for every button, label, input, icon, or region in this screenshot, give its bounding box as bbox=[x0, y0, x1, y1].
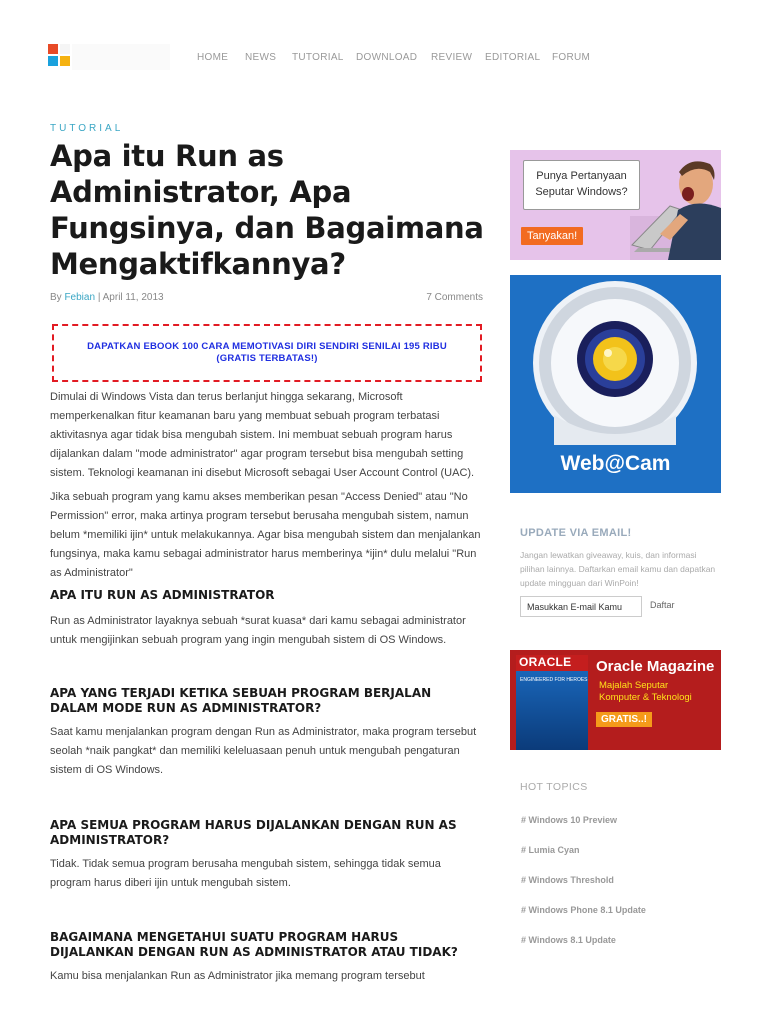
ebook-promo-banner[interactable] bbox=[52, 324, 482, 382]
shouting-man-icon bbox=[630, 150, 721, 260]
nav-home[interactable]: HOME bbox=[197, 52, 229, 63]
heading-what-happens: APA YANG TERJADI KETIKA SEBUAH PROGRAM BERJALAN DALAM MODE RUN AS ADMINISTRATOR? bbox=[50, 686, 432, 715]
magazine-cover-subtitle: ENGINEERED FOR HEROES bbox=[520, 677, 588, 683]
ad-ask-question[interactable] bbox=[510, 150, 721, 260]
oracle-tagline-line1: Majalah Seputar bbox=[599, 680, 669, 691]
paragraph-how-to-know: Kamu bisa menjalankan Run as Administrator jika memang program tersebut bbox=[50, 970, 425, 982]
logo-square-blue bbox=[48, 56, 58, 66]
webcam-icon bbox=[510, 275, 721, 445]
promo-text[interactable]: DAPATKAN EBOOK 100 CARA MEMOTIVASI DIRI SENDIRI SENILAI 195 RIBU (GRATIS TERBATAS!) bbox=[87, 341, 447, 364]
oracle-brand: ORACLE bbox=[516, 655, 588, 671]
ad-webcam[interactable] bbox=[510, 275, 721, 493]
article-byline bbox=[50, 292, 164, 303]
hot-topic-link[interactable]: # Lumia Cyan bbox=[521, 845, 580, 855]
hot-topic-link[interactable]: # Windows Threshold bbox=[521, 875, 614, 885]
ad-question-line1: Punya Pertanyaan bbox=[536, 170, 627, 182]
logo-square-red bbox=[48, 44, 58, 54]
nav-news[interactable]: NEWS bbox=[245, 52, 277, 63]
magazine-cover bbox=[516, 655, 588, 750]
nav-forum[interactable]: FORUM bbox=[552, 52, 591, 63]
logo-square-yellow bbox=[60, 56, 70, 66]
oracle-tagline-line2: Komputer & Teknologi bbox=[599, 692, 692, 703]
hot-topic-link[interactable]: # Windows Phone 8.1 Update bbox=[521, 905, 646, 915]
heading-how-to-know: BAGAIMANA MENGETAHUI SUATU PROGRAM HARUS DIJALANKAN DENGAN RUN AS ADMINISTRATOR ATAU TIDAK? bbox=[50, 930, 458, 959]
author-link[interactable]: Febian bbox=[64, 292, 96, 303]
byline-by: By bbox=[50, 292, 62, 303]
ad-oracle-magazine[interactable] bbox=[510, 650, 721, 750]
oracle-tagline bbox=[599, 680, 692, 704]
paragraph-access-denied: Jika sebuah program yang kamu akses memberikan pesan "Access Denied" atau "No Permission" error, maka artinya program tersebut berusaha mengubah sistem, namun belum *memiliki ijin* untuk melakukannya. Agar bisa mengubah sistem dan menjalankan fungsinya, maka kamu sebagai administrator harus memberinya *ijin* dulu melalui "Run as Administrator" bbox=[50, 491, 481, 579]
oracle-free-button[interactable]: GRATIS..! bbox=[596, 712, 652, 727]
ad-question-line2: Seputar Windows? bbox=[535, 186, 628, 198]
paragraph-what-happens: Saat kamu menjalankan program dengan Run as Administrator, maka program tersebut seolah *naik pangkat* dan memiliki keleluasaan penuh untuk mengubah pengaturan sistem di OS Windows. bbox=[50, 726, 477, 776]
heading-all-programs: APA SEMUA PROGRAM HARUS DIJALANKAN DENGAN RUN AS ADMINISTRATOR? bbox=[50, 818, 457, 847]
comments-link[interactable]: 7 Comments bbox=[426, 292, 483, 303]
nav-tutorial[interactable]: TUTORIAL bbox=[292, 52, 344, 63]
nav-editorial[interactable]: EDITORIAL bbox=[485, 52, 541, 63]
webcam-caption: Web@Cam bbox=[560, 452, 671, 475]
logo-wordmark-area bbox=[72, 44, 170, 70]
nav-review[interactable]: REVIEW bbox=[431, 52, 473, 63]
site-logo[interactable] bbox=[48, 44, 70, 66]
paragraph-all-programs: Tidak. Tidak semua program berusaha mengubah sistem, sehingga tidak semua program harus diberi ijin untuk mengubah sistem. bbox=[50, 858, 441, 889]
paragraph-intro: Dimulai di Windows Vista dan terus berlanjut hingga sekarang, Microsoft memperkenalkan fitur keamanan baru yang membuat sebuah program terbatasi aktivitasnya agar tidak bisa mengubah sistem. Ini membuat sebuah program harus dijalankan dalam "mode administrator" agar program tersebut bisa mengubah setting sistem. Teknologi keamanan ini disebut Microsoft sebagai User Account Control (UAC). bbox=[50, 391, 475, 479]
email-input[interactable] bbox=[520, 596, 642, 617]
hot-topic-link[interactable]: # Windows 10 Preview bbox=[521, 815, 617, 825]
subscribe-description: Jangan lewatkan giveaway, kuis, dan informasi pilihan lainnya. Daftarkan email kamu dan dapatkan update mingguan dari WinPoin! bbox=[520, 550, 716, 588]
hot-topics-title: HOT TOPICS bbox=[520, 781, 588, 793]
heading-what-is: APA ITU RUN AS ADMINISTRATOR bbox=[50, 588, 275, 602]
article-title: Apa itu Run as Administrator, Apa Fungsinya, dan Bagaimana Mengaktifkannya? bbox=[50, 139, 484, 281]
nav-download[interactable]: DOWNLOAD bbox=[356, 52, 418, 63]
oracle-magazine-title: Oracle Magazine bbox=[596, 658, 715, 675]
subscribe-button[interactable]: Daftar bbox=[650, 600, 675, 610]
ask-button[interactable]: Tanyakan! bbox=[521, 227, 583, 245]
ad-speech-bubble bbox=[523, 160, 640, 210]
subscribe-title: UPDATE VIA EMAIL! bbox=[520, 527, 632, 539]
paragraph-what-is: Run as Administrator layaknya sebuah *surat kuasa* dari kamu sebagai administrator untuk mengijinkan sebuah program yang ingin mengubah sistem di OS Windows. bbox=[50, 615, 466, 646]
article-date: | April 11, 2013 bbox=[97, 292, 164, 303]
hot-topic-link[interactable]: # Windows 8.1 Update bbox=[521, 935, 616, 945]
logo-square-white bbox=[60, 44, 70, 54]
article-category[interactable]: TUTORIAL bbox=[50, 123, 124, 134]
